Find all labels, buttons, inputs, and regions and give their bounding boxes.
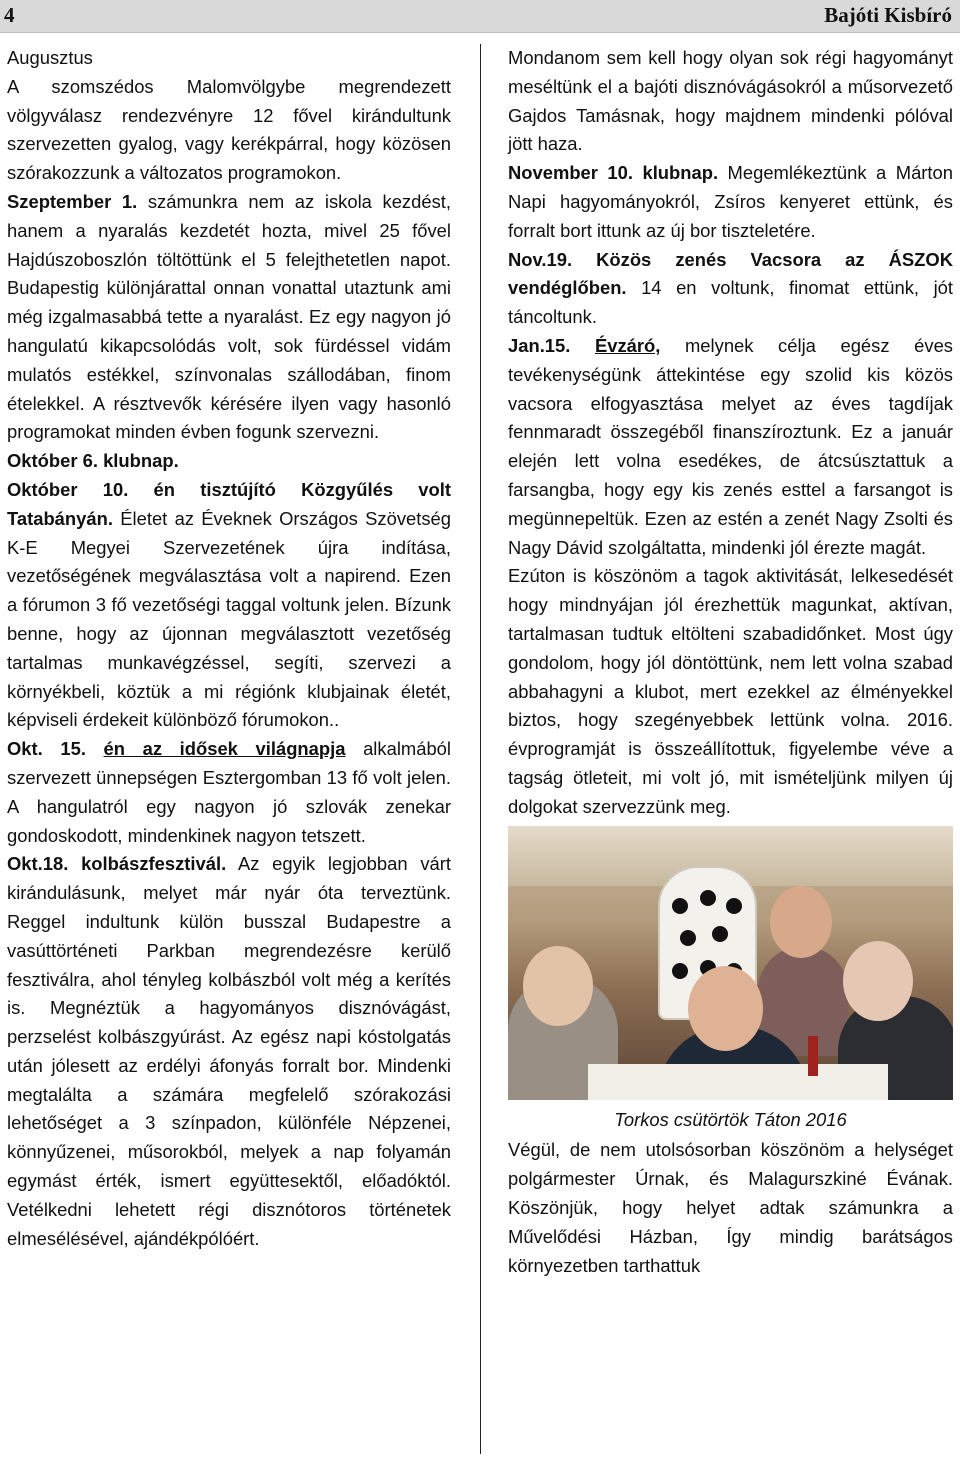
january15-paragraph — [508, 332, 953, 562]
october15-paragraph — [7, 735, 451, 850]
tradition-paragraph — [508, 44, 953, 159]
group-photo — [508, 826, 953, 1100]
october18-heading: Okt.18. kolbászfesztivál. — [7, 853, 227, 875]
tradition-text: Mondanom sem kell hogy olyan sok régi hagyományt meséltünk el a bajóti disznóvágásokról a műsorvezető Gajdos Tamásnak, hogy majdnem mindenki pólóval jött haza. — [508, 47, 953, 155]
november10-text: Megemlékeztünk a Márton Napi hagyományokról, Zsíros kenyeret ettünk, és forralt bort ittunk az új bor tiszteletére. — [508, 162, 953, 241]
november10-paragraph — [508, 159, 953, 245]
october10-paragraph — [7, 476, 451, 735]
november19-heading: Nov.19. Közös zenés Vacsora az ÁSZOK vendéglőben. — [508, 248, 953, 299]
october18-text: Az egyik legjobban várt kirándulásunk, melyet már nyár óta terveztünk. Reggel indultunk külön busszal Budapestre a vasúttörténeti Parkban megrendezésre kerülő fesztiválra, ahol tényleg kolbászból volt még a kerítés is. Megnéztük a hagyományos disznóvágást, perzselést kolbászgyúrást. Az egész napi kóstolgatás után jólesett az erdélyi áfonyás forralt bor. Mindenki megtalálta a számára megfelelő szórakozási lehetőséget a 3 színpadon, különféle Népzenei, könnyűzenei, műsorokból, melyek a nap folyamán egymást érték, ismert együttesektől, előadóktól. Vetélkedni lehetett régi disznótoros történetek elmesélésével, ajándékpólóért. — [7, 853, 451, 1249]
column-divider — [480, 44, 481, 1454]
page-number: 4 — [4, 3, 15, 27]
august-heading: Augusztus — [7, 47, 93, 68]
january15-heading-date: Jan.15. — [508, 334, 595, 356]
closing-text: Végül, de nem utolsósorban köszönöm a helységet polgármester Úrnak, és Malagurszkiné Évának. Köszönjük, hogy helyet adtak számunkra a Művelődési Házban, Így mindig barátságos környezetben tarthattuk — [508, 1139, 953, 1276]
november19-paragraph — [508, 246, 953, 332]
publication-title: Bajóti Kisbíró — [824, 3, 952, 27]
left-column — [7, 44, 451, 1253]
august-text: A szomszédos Malomvölgybe megrendezett völgyválasz rendezvényre 12 fővel kirándultunk szervezetten gyalog, vagy kerékpárral, hogy közösen szórakozzunk a változatos programokon. — [7, 75, 451, 184]
january15-text: melynek célja egész éves tevékenységünk áttekintése egy szolid kis közös vacsora elfogyasztása melyet az éves tagdíjak fennmaradt összegéből finanszíroztunk. Ez a január elején lett volna esedékes, de átcsúsztattuk a farsangba, hogy egy kis zenés esttel a farsangot is megünnepeltük. Ezen az estén a zenét Nagy Zsolti és Nagy Dávid szolgáltatta, mindenki jól érezte magát. — [508, 334, 953, 558]
october10-text: Életet az Éveknek Országos Szövetség K-E Megyei Szervezetének újra indítása, vezetőségének megválasztása volt a napirend. Ezen a fórumon 3 fő vezetőségi taggal voltunk jelen. Bízunk benne, hogy az újonnan megválasztott vezetőség tartalmas munkavégzéssel, segíti, szervezi a környékbeli, köztük a mi régiónk klubjainak életét, képviseli érdekeit különböző fórumokon.. — [7, 507, 451, 731]
november10-heading: November 10. klubnap. — [508, 162, 719, 184]
closing-paragraph — [508, 1136, 953, 1280]
october15-heading-date: Okt. 15. — [7, 738, 104, 760]
september-paragraph — [7, 188, 451, 447]
thanks-paragraph — [508, 562, 953, 821]
october18-paragraph — [7, 850, 451, 1253]
right-column — [508, 44, 953, 1280]
november19-text: 14 en voltunk, finomat ettünk, jót táncoltunk. — [508, 277, 953, 328]
october10-heading: Október 10. én tisztújító Közgyűlés volt Tatabányán. — [7, 478, 451, 529]
photo-caption: Torkos csütörtök Táton 2016 — [614, 1108, 847, 1130]
january15-heading-event: Évzáró, — [594, 334, 661, 356]
thanks-text: Ezúton is köszönöm a tagok aktivitását, lelkesedését hogy mindnyájan jól érezhettük magunkat, aktívan, tartalmasan tudtuk eltölteni szabadidőnket. Most úgy gondolom, hogy jól döntöttünk, nem lett volna szabad abbahagyni a klubot, mert ezekkel az élményekkel biztos, hogy szegényebbek lettünk volna. 2016. évprogramját is összeállítottuk, figyelembe véve a tagság ötleteit, mi volt jó, mit ismételjünk milyen új dolgokat szervezzünk meg. — [508, 565, 953, 817]
september-text: számunkra nem az iskola kezdést, hanem a nyaralás kezdetét hozta, mivel 25 fővel Hajdúszoboszlón töltöttünk el 5 felejthetetlen napot. Budapestig különjárattal onnan vonattal utaztunk ami még izgalmasabbá tette a nyaralást. Ez egy nagyon jó hangulatú kikapcsolódás volt, sok fürdéssel vidám mulatós estékkel, színvonalas szállodában, finom ételekkel. A résztvevők kérésére ilyen vagy hasonló programokat minden évben fogunk szervezni. — [7, 190, 451, 443]
page-header — [0, 0, 960, 33]
october15-heading-event: én az idősek világnapja — [103, 738, 346, 760]
august-paragraph — [7, 44, 451, 188]
october6-paragraph — [7, 447, 451, 476]
october6-heading: Október 6. klubnap. — [7, 450, 179, 472]
october15-text: alkalmából szervezett ünnepségen Esztergomban 13 fő volt jelen. A hangulatról egy nagyon jó szlovák zenekar gondoskodott, mindenkinek nagyon tetszett. — [7, 738, 451, 846]
september-heading: Szeptember 1. — [7, 190, 138, 212]
